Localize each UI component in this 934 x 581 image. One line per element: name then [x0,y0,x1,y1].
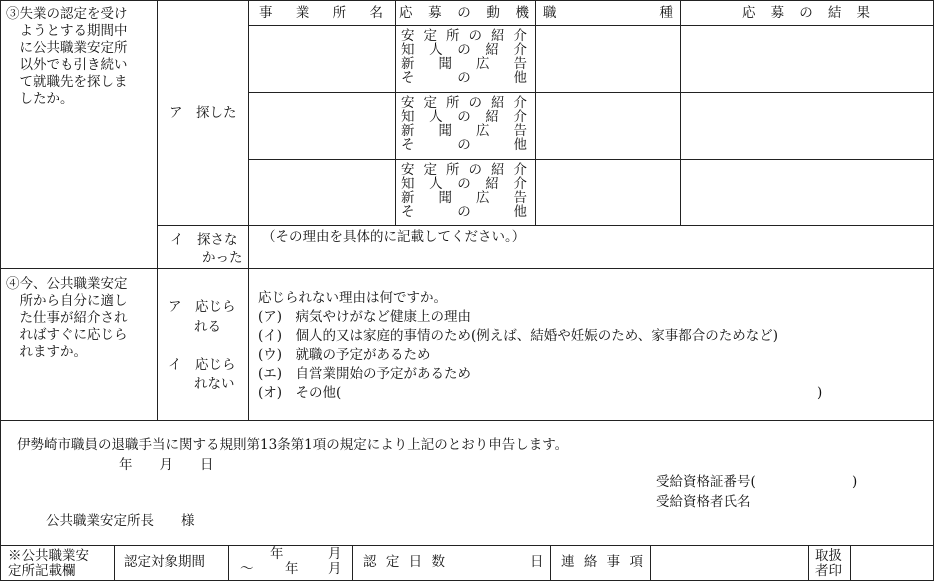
motive-char: の [457,109,471,125]
recipient-name-label: 受給資格者氏名 [656,494,751,510]
motive-char: 新 [401,190,415,206]
border-top [0,0,934,1]
days-label-char: 日 [408,554,423,570]
period-end-month: 月 [328,561,342,577]
contact-label [561,556,643,570]
jobtype-col-divider [680,0,681,225]
motive-char: 介 [513,42,527,58]
motive-option[interactable] [401,163,527,177]
header-motive [399,7,529,21]
days-label-char: 認 [363,554,377,570]
motive-char: 介 [513,109,527,125]
motive-char: 告 [513,56,527,72]
motive-char: の [468,28,482,44]
footer-divider-3 [352,545,353,581]
motive-char: 広 [476,190,490,206]
q4-reason-a: (ア) 病気やけがなど健康上の理由 [258,309,472,325]
header-char: 職 [543,5,557,21]
motive-char: 所 [446,28,460,44]
q4-reason-u: (ウ) 就職の予定があるため [258,347,431,363]
motive-char: そ [401,137,415,153]
row1-divider [248,92,934,93]
header-char: 機 [515,5,529,21]
header-char: 募 [428,5,442,21]
motive-char: そ [401,204,415,220]
header-char: 名 [369,5,383,21]
motive-char: 安 [401,95,415,111]
header-char: の [457,5,471,21]
motive-char: 広 [476,56,490,72]
motive-option[interactable] [401,138,527,152]
contact-label-char: 事 [606,554,621,570]
motive-char: 新 [401,123,415,139]
footer-divider-6 [808,545,809,581]
motive-char: 紹 [491,162,505,178]
header-char: 動 [486,5,500,21]
period-start-month: 月 [328,546,342,562]
motive-char: 新 [401,56,415,72]
motive-option[interactable] [401,110,527,124]
q4-option-can-accept-line1: ア 応じら [168,299,236,315]
motive-char: 定 [423,28,437,44]
footer-divider-4 [550,545,551,581]
motive-char: 定 [423,95,437,111]
motive-char: 紹 [485,109,499,125]
motive-char: 人 [429,176,443,192]
motive-option[interactable] [401,71,527,85]
days-unit: 日 [530,554,544,570]
header-row-divider [248,25,934,26]
motive-char: 人 [429,109,443,125]
declaration-text: 伊勢崎市職員の退職手当に関する規則第13条第1項の規定により上記のとおり申告します。 [17,437,569,453]
cert-number-close: ) [852,474,858,490]
motive-char: 告 [513,123,527,139]
office-use-label: ※公共職業安 定所記載欄 [8,548,89,579]
motive-char: の [457,137,471,153]
footer-divider-1 [114,545,115,581]
q4-option-cannot-accept-line1: イ 応じら [168,357,236,373]
motive-char: 他 [513,137,527,153]
motive-char: 聞 [438,56,452,72]
handler-seal-label: 取扱 者印 [815,548,842,579]
header-char: の [799,5,813,21]
q4-option-can-accept-line2: れる [194,319,221,335]
contact-label-char: 項 [629,554,643,570]
motive-char: 介 [513,95,527,111]
motive-char: 定 [423,162,437,178]
motive-option[interactable] [401,191,527,205]
q4-reason-e: (エ) 自営業開始の予定があるため [258,366,472,382]
declaration-date: 年 月 日 [119,457,214,473]
days-label [363,556,445,570]
motive-col-divider [535,0,536,225]
motive-char: 聞 [438,123,452,139]
motive-char: 他 [513,204,527,220]
motive-char: 広 [476,123,490,139]
no-search-reason-prompt: （その理由を具体的に記載してください。） [262,229,526,245]
motive-char: 所 [446,162,460,178]
days-label-char: 数 [431,554,445,570]
header-char: 応 [399,5,413,21]
q4-reason-title: 応じられない理由は何ですか。 [258,290,447,306]
motive-option[interactable] [401,43,527,57]
motive-block-2 [401,96,527,152]
motive-option[interactable] [401,124,527,138]
row2-divider [248,159,934,160]
days-label-char: 定 [385,554,400,570]
motive-char: 知 [401,109,415,125]
q4-question: ④今、公共職業安定 所から自分に適し た仕事が紹介され ればすぐに応じら れますか。 [6,276,128,360]
q3-option-not-searched-line2: かった [202,250,243,266]
header-char: 種 [659,5,673,21]
cert-number-label: 受給資格証番号( [656,474,756,490]
q4-reason-o-close: ) [817,385,823,401]
motive-char: の [468,162,482,178]
motive-block-3 [401,163,527,219]
q4-decl-divider [0,420,934,421]
company-col-divider [395,0,396,225]
decl-footer-divider [0,545,934,546]
motive-char: 他 [513,70,527,86]
motive-char: 聞 [438,190,452,206]
footer-divider-7 [850,545,851,581]
q4-reason-i: (イ) 個人的又は家庭的事情のため(例えば、結婚や妊娠のため、家事都合のためなど) [258,328,779,344]
q3-option-not-searched-line1: イ 探さな [170,232,238,248]
q4-reason-o: (オ) その他( [258,385,342,401]
header-char: 応 [742,5,756,21]
row3-divider [157,225,934,226]
motive-option[interactable] [401,57,527,71]
motive-char: 知 [401,176,415,192]
motive-char: の [457,70,471,86]
header-char: 業 [295,5,310,21]
border-left [0,0,1,581]
period-end-year: 年 [285,561,299,577]
question-col-divider [157,0,158,420]
motive-char: 安 [401,162,415,178]
period-label: 認定対象期間 [124,554,205,570]
header-job-type [543,7,673,21]
q4-option-cannot-accept-line2: れない [194,376,235,392]
contact-label-char: 絡 [583,554,598,570]
motive-char: 所 [446,95,460,111]
period-start-year: 年 [270,546,284,562]
header-result [742,7,870,21]
header-char: 募 [770,5,785,21]
motive-char: 紹 [491,95,505,111]
q3-option-searched: ア 探した [169,105,237,121]
motive-char: の [468,95,482,111]
motive-block-1 [401,29,527,85]
footer-divider-5 [650,545,651,581]
motive-char: 介 [513,162,527,178]
header-char: 所 [332,5,347,21]
q3-q4-divider [0,268,934,269]
footer-divider-2 [228,545,229,581]
motive-char: の [457,42,471,58]
motive-option[interactable] [401,205,527,219]
period-tilde: ～ [240,561,254,577]
motive-char: 紹 [485,42,499,58]
header-char: 結 [827,5,842,21]
q3-question: ③失業の認定を受け ようとする期間中 に公共職業安定所 以外でも引き続い て就職先を探しま したか。 [6,6,128,107]
motive-char: の [457,176,471,192]
motive-char: の [457,204,471,220]
header-char: 事 [259,5,273,21]
motive-option[interactable] [401,29,527,43]
motive-char: 人 [429,42,443,58]
motive-char: 安 [401,28,415,44]
motive-char: 告 [513,190,527,206]
header-char: 果 [856,5,870,21]
motive-char: 紹 [485,176,499,192]
motive-char: 介 [513,28,527,44]
motive-option[interactable] [401,177,527,191]
motive-option[interactable] [401,96,527,110]
motive-char: そ [401,70,415,86]
motive-char: 介 [513,176,527,192]
contact-label-char: 連 [561,554,575,570]
header-company-name [259,7,383,21]
option-col-divider [248,0,249,420]
addressee: 公共職業安定所長 様 [46,513,195,529]
motive-char: 知 [401,42,415,58]
motive-char: 紹 [491,28,505,44]
